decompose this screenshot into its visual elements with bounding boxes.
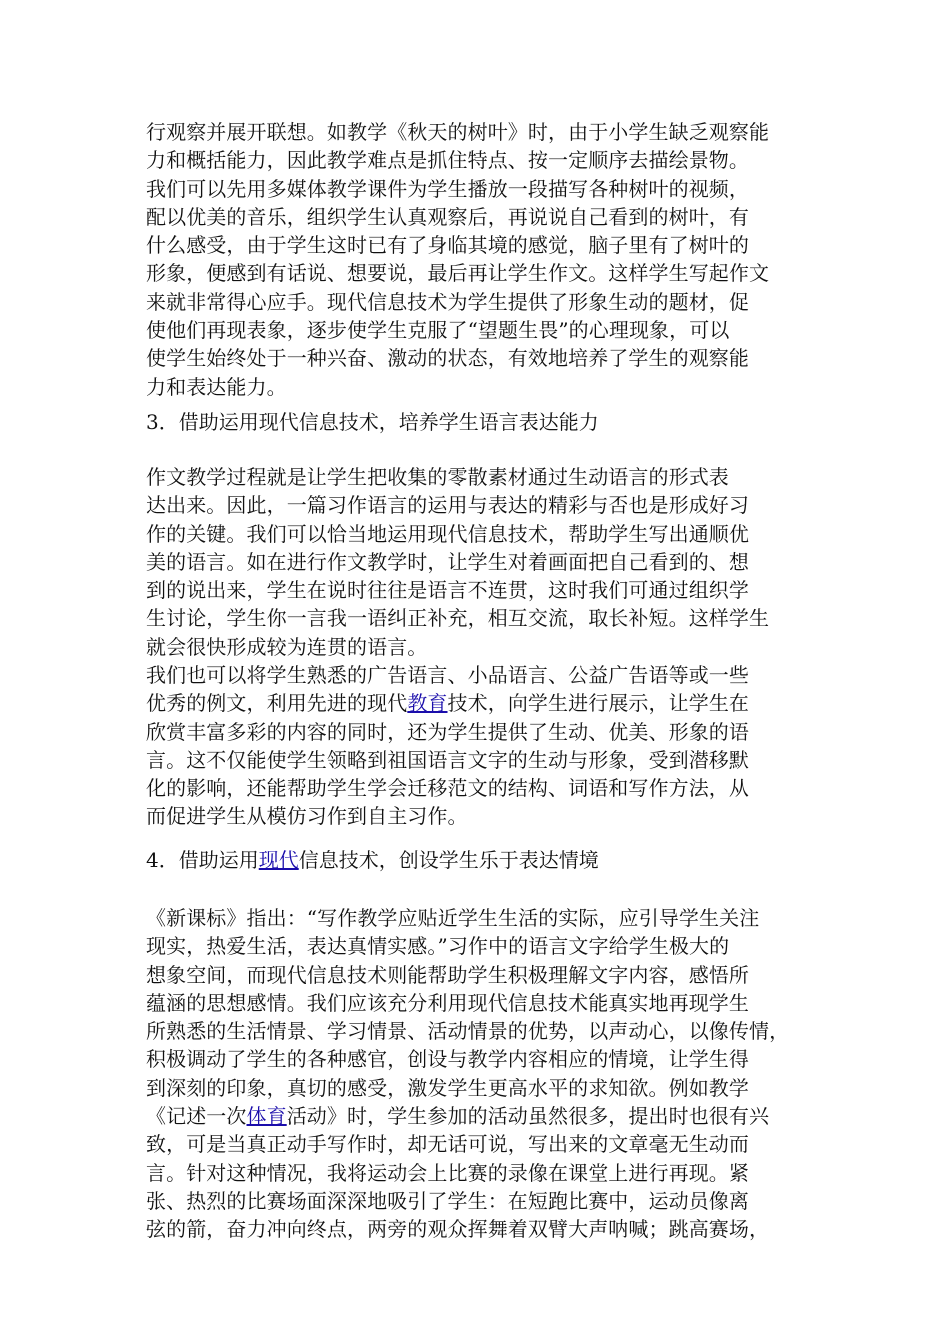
paragraph-line: 形象，便感到有话说、想要说，最后再让学生作文。这样学生写起作文 [146,261,770,286]
section-heading-4 [146,846,599,874]
section-heading-3: 3．借助运用现代信息技术，培养学生语言表达能力 [146,410,599,434]
paragraph-line: 我们也可以将学生熟悉的广告语言、小品语言、公益广告语等或一些 [146,663,749,687]
paragraph-line: 言。针对这种情况，我将运动会上比赛的录像在课堂上进行再现。紧 [146,1160,749,1185]
paragraph-line: 弦的箭，奋力冲向终点，两旁的观众挥舞着双臂大声呐喊；跳高赛场， [146,1217,770,1242]
paragraph-line: 就会很快形成较为连贯的语言。 [146,634,428,659]
heading-text: 信息技术，创设学生乐于表达情境 [298,848,599,872]
paragraph-line: 现实，热爱生活，表达真情实感。”习作中的语言文字给学生极大的 [146,934,730,959]
paragraph-line: 蕴涵的思想感情。我们应该充分利用现代信息技术能真实地再现学生 [146,990,749,1015]
paragraph-line: 我们可以先用多媒体教学课件为学生播放一段描写各种树叶的视频， [146,176,749,201]
paragraph-line: 想象空间，而现代信息技术则能帮助学生积极理解文字内容，感悟所 [146,962,749,987]
line-text: 技术，向学生进行展示，让学生在 [447,691,750,716]
paragraph-line: 配以优美的音乐，组织学生认真观察后，再说说自己看到的树叶，有 [146,204,749,229]
paragraph-line: 欣赏丰富多彩的内容的同时，还为学生提供了生动、优美、形象的语 [146,719,749,744]
line-text: 优秀的例文，利用先进的现代 [146,691,408,716]
education-link[interactable]: 教育 [407,691,448,716]
paragraph-line: 力和表达能力。 [146,374,287,399]
paragraph-language-expression [146,463,826,661]
paragraph-line: 到的说出来，学生在说时往往是语言不连贯，这时我们可通过组织学 [146,578,749,603]
paragraph-observation [146,118,826,401]
modern-link[interactable]: 现代 [258,848,299,872]
paragraph-line: 力和概括能力，因此教学难点是抓住特点、按一定顺序去描绘景物。 [146,148,749,173]
paragraph-line: 行观察并展开联想。如教学《秋天的树叶》时，由于小学生缺乏观察能 [146,120,770,144]
paragraph-line: 使学生始终处于一种兴奋、激动的状态，有效地培养了学生的观察能 [146,346,749,371]
heading-text: 4．借助运用 [146,848,259,872]
paragraph-line: 使他们再现表象，逐步使学生克服了“望题生畏”的心理现象，可以 [146,318,730,343]
paragraph-line: 作文教学过程就是让学生把收集的零散素材通过生动语言的形式表 [146,465,729,489]
paragraph-line: 来就非常得心应手。现代信息技术为学生提供了形象生动的题材，促 [146,289,749,314]
line-text: 《记述一次 [146,1104,247,1129]
paragraph-example-texts [146,661,826,831]
paragraph-line: 积极调动了学生的各种感官，创设与教学内容相应的情境，让学生得 [146,1047,749,1072]
paragraph-line: 而促进学生从模仿习作到自主习作。 [146,804,468,829]
paragraph-line: 言。这不仅能使学生领略到祖国语言文字的生动与形象，受到潜移默 [146,747,749,772]
paragraph-line [146,689,826,717]
paragraph-line: 张、热烈的比赛场面深深地吸引了学生：在短跑比赛中，运动员像离 [146,1188,749,1213]
paragraph-line: 致，可是当真正动手写作时，却无话可说，写出来的文章毫无生动而 [146,1132,749,1157]
paragraph-line: 到深刻的印象，真切的感受，激发学生更高水平的求知欲。例如教学 [146,1075,749,1100]
paragraph-line: 生讨论，学生你一言我一语纠正补充，相互交流，取长补短。这样学生 [146,606,770,631]
paragraph-line: 作的关键。我们可以恰当地运用现代信息技术，帮助学生写出通顺优 [146,521,749,546]
paragraph-line: 美的语言。如在进行作文教学时，让学生对着画面把自己看到的、想 [146,549,749,574]
paragraph-line: 什么感受，由于学生这时已有了身临其境的感觉，脑子里有了树叶的 [146,233,749,258]
paragraph-line: 《新课标》指出：“写作教学应贴近学生生活的实际，应引导学生关注 [146,906,760,930]
paragraph-line: 达出来。因此，一篇习作语言的运用与表达的精彩与否也是形成好习 [146,493,749,518]
line-text: 活动》时，学生参加的活动虽然很多，提出时也很有兴 [286,1104,770,1129]
paragraph-line: 所熟悉的生活情景、学习情景、活动情景的优势，以声动心，以像传情， [146,1019,790,1044]
paragraph-line [146,1102,826,1130]
paragraph-line: 化的影响，还能帮助学生学会迁移范文的结构、词语和写作方法，从 [146,776,749,801]
sports-link[interactable]: 体育 [246,1104,287,1129]
paragraph-new-curriculum [146,904,826,1244]
